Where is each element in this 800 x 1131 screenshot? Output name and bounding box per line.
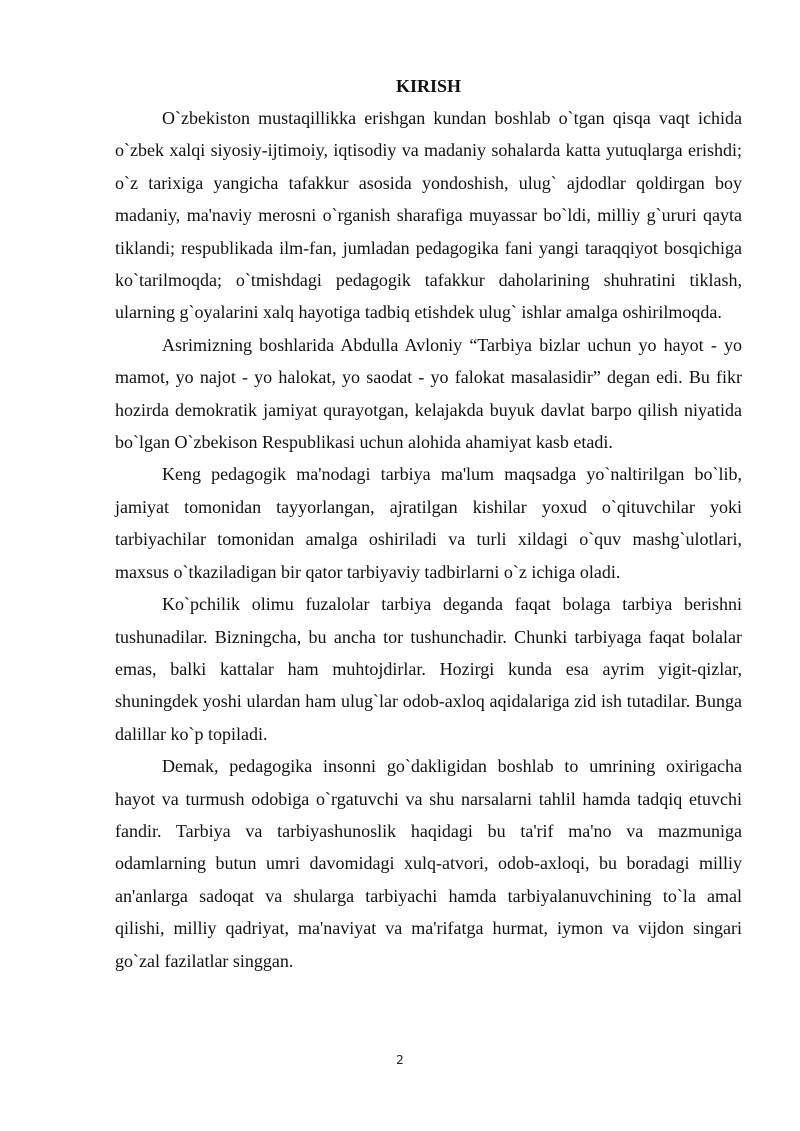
paragraph-5: Demak, pedagogika insonni go`dakligidan boshlab to umrining oxirigacha hayot va turmush odobiga o`rgatuvchi va shu narsalarni tahlil hamda tadqiq etuvchi fandir. Tarbiya va tarbiyashunoslik haqidagi bu ta'rif ma'no va mazmuniga odamlarning butun umri davomidagi xulq-atvori, odob-axloqi, bu boradagi milliy an'anlarga sadoqat va shularga tarbiyachi hamda tarbiyalanuvchining to`la amal qilishi, milliy qadriyat, ma'naviyat va ma'rifatga hurmat, iymon va vijdon singari go`zal fazilatlar singgan. xyxy=(115,756,742,971)
paragraph-2: Asrimizning boshlarida Abdulla Avloniy “Tarbiya bizlar uchun yo hayot - yo mamot, yo najot - yo halokat, yo saodat - yo falokat masalasidir” degan edi. Bu fikr hozirda demokratik jamiyat qurayotgan, kelajakda buyuk davlat barpo qilish niyatida bo`lgan O`zbekison Respublikasi uchun alohida ahamiyat kasb etadi. xyxy=(115,334,742,453)
paragraph-3: Keng pedagogik ma'nodagi tarbiya ma'lum maqsadga yo`naltirilgan bo`lib, jamiyat tomonidan tayyorlangan, ajratilgan kishilar yoxud o`qituvchilar yoki tarbiyachilar tomonidan amalga oshiriladi va turli xildagi o`quv mashg`ulotlari, maxsus o`tkaziladigan bir qator tarbiyaviy tadbirlarni o`z ichiga oladi. xyxy=(115,464,742,582)
document-page xyxy=(115,70,742,977)
paragraph-1: O`zbekiston mustaqillikka erishgan kundan boshlab o`tgan qisqa vaqt ichida o`zbek xalqi siyosiy-ijtimoiy, iqtisodiy va madaniy sohalarda katta yutuqlarga erishdi; o`z tarixiga yangicha tafakkur asosida yondoshish, ulug` ajdodlar qoldirgan boy madaniy, ma'naviy merosni o`rganish sharafiga muyassar bo`ldi, milliy g`ururi qayta tiklandi; respublikada ilm-fan, jumladan pedagogika fani yangi taraqqiyot bosqichiga ko`tarilmoqda; o`tmishdagi pedagogik tafakkur daholarining shuhratini tiklash, ularning g`oyalarini xalq hayotiga tadbiq etishdek ulug` ishlar amalga oshirilmoqda. xyxy=(115,108,742,323)
paragraph-4: Ko`pchilik olimu fuzalolar tarbiya deganda faqat bolaga tarbiya berishni tushunadilar. Bizningcha, bu ancha tor tushunchadir. Chunki tarbiyaga faqat bolalar emas, balki kattalar ham muhtojdirlar. Hozirgi kunda esa ayrim yigit-qizlar, shuningdek yoshi ulardan ham ulug`lar odob-axloq aqidalariga zid ish tutadilar. Bunga dalillar ko`p topiladi. xyxy=(115,594,742,744)
page-title: KIRISH xyxy=(395,76,462,96)
page-number: 2 xyxy=(396,1053,404,1067)
